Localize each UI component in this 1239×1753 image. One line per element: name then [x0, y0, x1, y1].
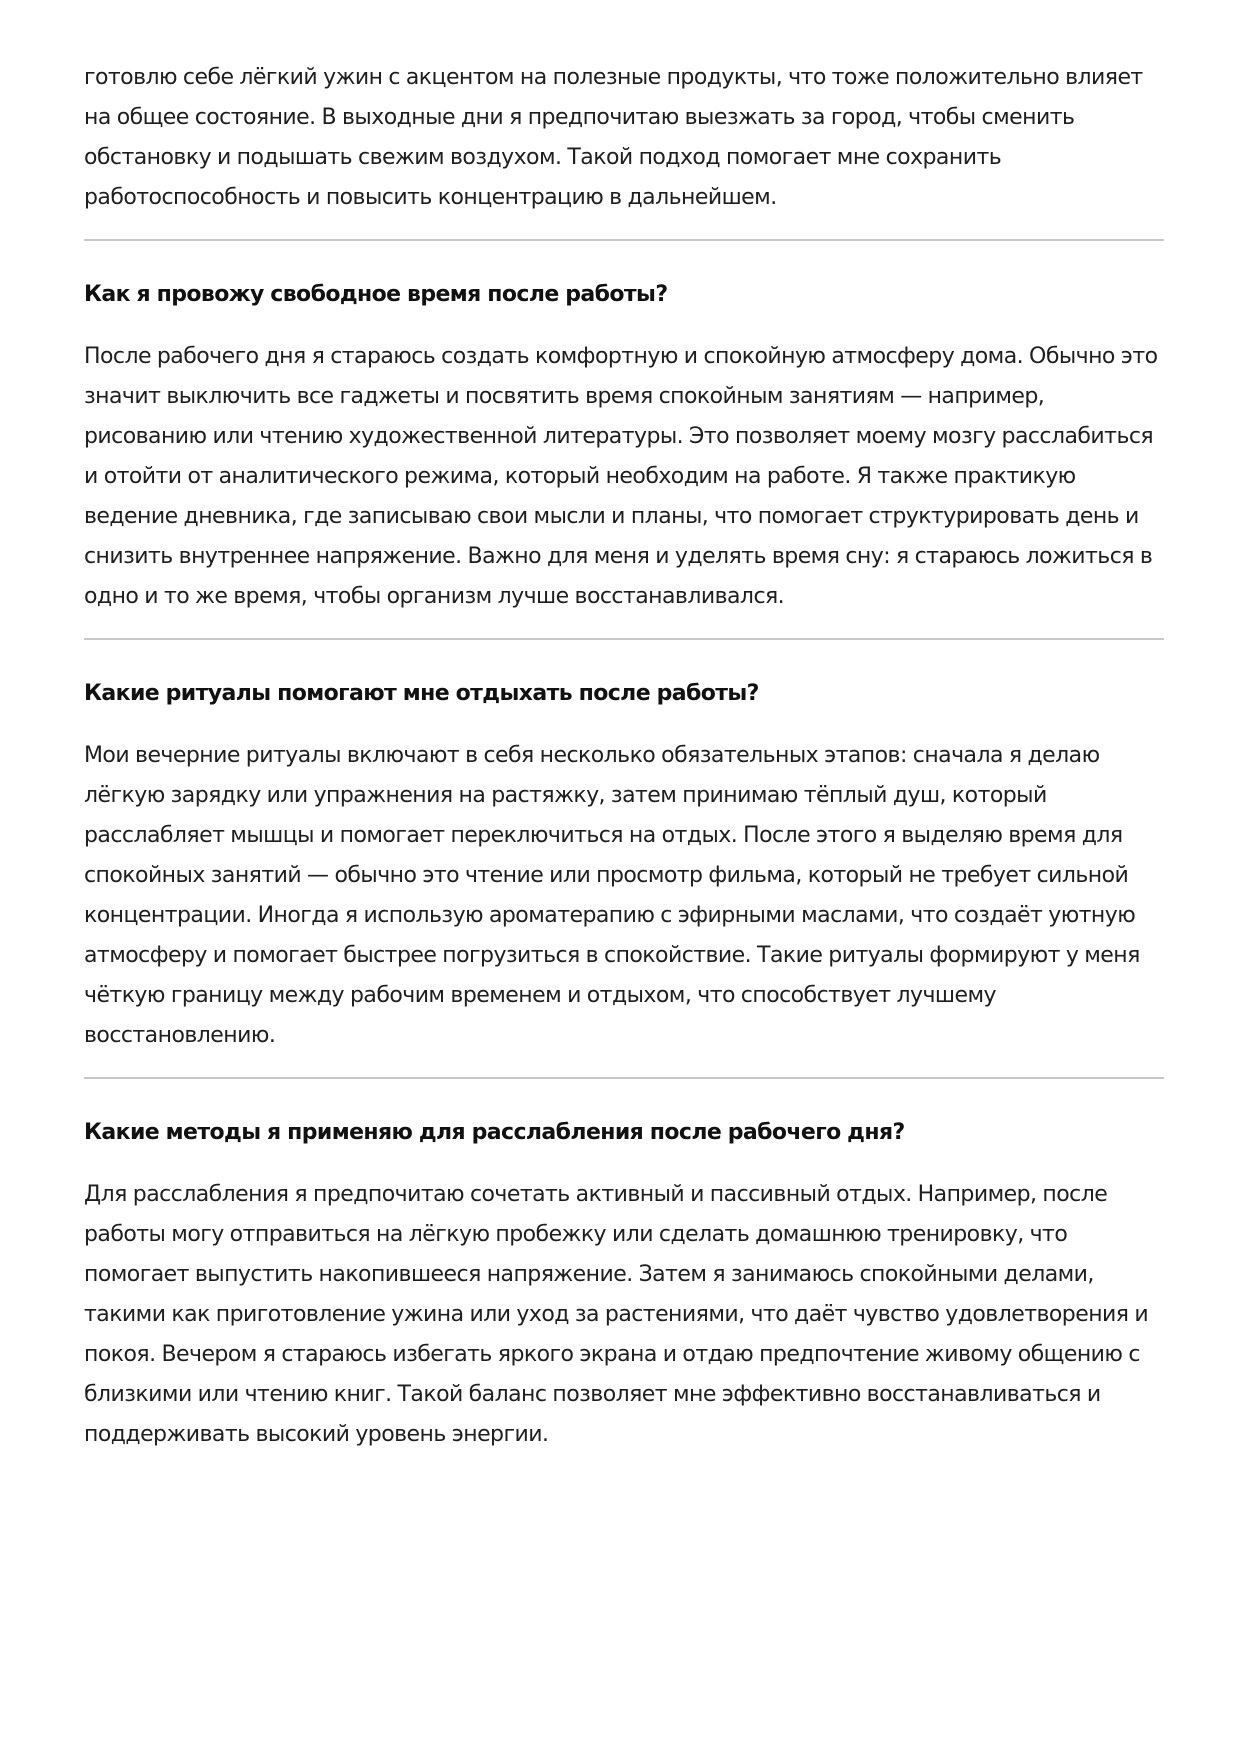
section-paragraph: Мои вечерние ритуалы включают в себя несколько обязательных этапов: сначала я делаю лёгкую зарядку или упражнения на растяжку, затем принимаю тёплый душ, который расслабляет мышцы и помогает переключиться на отдых. После этого я выделяю время для спокойных занятий — обычно это чтение или просмотр фильма, который не требует сильной концентрации. Иногда я использую ароматерапию с эфирными маслами, что создаёт уютную атмосферу и помогает быстрее погрузиться в спокойствие. Такие ритуалы формируют у меня чёткую границу между рабочим временем и отдыхом, что способствует лучшему восстановлению. — [84, 743, 1140, 1048]
section-divider — [84, 638, 1164, 640]
section-paragraph: Для расслабления я предпочитаю сочетать активный и пассивный отдых. Например, после работы могу отправиться на лёгкую пробежку или сделать домашнюю тренировку, что помогает выпустить накопившееся напряжение. Затем я занимаюсь спокойными делами, такими как приготовление ужина или уход за растениями, что даёт чувство удовлетворения и покоя. Вечером я стараюсь избегать яркого экрана и отдаю предпочтение живому общению с близкими или чтению книг. Такой баланс позволяет мне эффективно восстанавливаться и поддерживать высокий уровень энергии. — [84, 1182, 1149, 1447]
intro-paragraph: готовлю себе лёгкий ужин с акцентом на полезные продукты, что тоже положительно влияет на общее состояние. В выходные дни я предпочитаю выезжать за город, чтобы сменить обстановку и подышать свежим воздухом. Такой подход помогает мне сохранить работоспособность и повысить концентрацию в дальнейшем. — [84, 65, 1143, 210]
section-heading: Какие ритуалы помогают мне отдыхать после работы? — [84, 681, 759, 706]
section-divider — [84, 1077, 1164, 1079]
section-relaxation-methods — [84, 1113, 1164, 1455]
section-rituals — [84, 674, 1164, 1056]
document-page — [84, 58, 1164, 1455]
section-paragraph: После рабочего дня я стараюсь создать комфортную и спокойную атмосферу дома. Обычно это значит выключить все гаджеты и посвятить время спокойным занятиям — например, рисованию или чтению художественной литературы. Это позволяет моему мозгу расслабиться и отойти от аналитического режима, который необходим на работе. Я также практикую ведение дневника, где записываю свои мысли и планы, что помогает структурировать день и снизить внутреннее напряжение. Важно для меня и уделять время сну: я стараюсь ложиться в одно и то же время, чтобы организм лучше восстанавливался. — [84, 344, 1158, 609]
section-free-time — [84, 275, 1164, 617]
section-divider — [84, 239, 1164, 241]
section-heading: Какие методы я применяю для расслабления после рабочего дня? — [84, 1120, 905, 1145]
section-heading: Как я провожу свободное время после работы? — [84, 282, 668, 307]
